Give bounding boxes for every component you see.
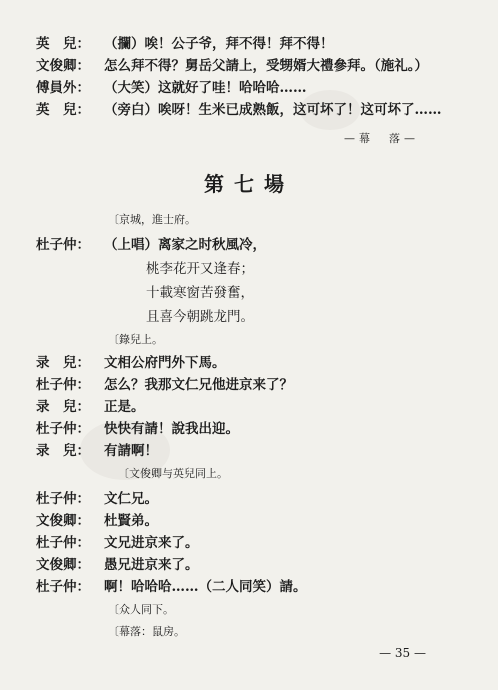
- dialogue-line: [36, 35, 334, 53]
- speaker-label: 杜子仲：: [36, 579, 90, 595]
- speaker-label: 傅員外：: [36, 80, 90, 96]
- speaker-label: 英 兒：: [36, 36, 90, 52]
- dialogue-text: 怎么拜不得？舅岳父請上，受甥婿大禮參拜。（施礼。）: [104, 58, 428, 74]
- dialogue-text: （旁白）唉呀！生米已成熟飯，这可坏了！这可坏了……: [104, 102, 442, 118]
- dialogue-text: （攔）唉！公子爷，拜不得！拜不得！: [104, 36, 334, 52]
- dialogue-text: 杜賢弟。: [104, 513, 158, 529]
- dialogue-line: [36, 556, 199, 574]
- speaker-label: 文俊卿：: [36, 557, 90, 573]
- dialogue-line: [36, 534, 199, 552]
- dialogue-line: [36, 354, 226, 372]
- dialogue-text: 文仁兄。: [104, 491, 158, 507]
- dialogue-line: [36, 398, 145, 416]
- dialogue-text: 有請啊！: [104, 443, 158, 459]
- dialogue-line: [36, 578, 307, 596]
- curtain-fall-note: —幕 落—: [344, 132, 419, 145]
- dialogue-line: [36, 376, 293, 394]
- speaker-label: 杜子仲：: [36, 421, 90, 437]
- speaker-label: 杜子仲：: [36, 535, 90, 551]
- dialogue-text: 啊！哈哈哈……（二人同笑）請。: [104, 579, 307, 595]
- dialogue-line: [36, 79, 307, 97]
- speaker-label: 杜子仲：: [36, 237, 90, 253]
- dialogue-line: [36, 442, 158, 460]
- dialogue-text: 文兄进京来了。: [104, 535, 199, 551]
- dialogue-text: 文相公府門外下馬。: [104, 355, 226, 371]
- stage-direction-entry: 〔錄兒上。: [108, 333, 163, 346]
- dialogue-text: 愚兄进京来了。: [104, 557, 199, 573]
- speaker-label: 录 兒：: [36, 399, 90, 415]
- stage-direction-exit: 〔众人同下。: [108, 603, 174, 616]
- speaker-label: 英 兒：: [36, 102, 90, 118]
- dialogue-text: 怎么？我那文仁兄他进京来了？: [104, 377, 293, 393]
- speaker-label: 杜子仲：: [36, 377, 90, 393]
- dialogue-line: [36, 101, 442, 119]
- verse-line: 且喜今朝跳龙門。: [146, 309, 254, 325]
- speaker-label: 录 兒：: [36, 355, 90, 371]
- page-number: — 35 —: [379, 646, 426, 660]
- verse-line: 十載寒窗苦發奮，: [146, 285, 254, 301]
- speaker-label: 文俊卿：: [36, 513, 90, 529]
- dialogue-line: [36, 57, 428, 75]
- stage-direction-curtain: 〔幕落：鼠房。: [108, 625, 185, 638]
- dialogue-line: [36, 420, 239, 438]
- dialogue-text: （大笑）这就好了哇！哈哈哈……: [104, 80, 307, 96]
- stage-direction-entry: 〔文俊卿与英兒同上。: [118, 467, 228, 480]
- speaker-label: 杜子仲：: [36, 491, 90, 507]
- verse-text: （上唱）离家之时秋風冷，: [104, 237, 266, 253]
- stage-direction-setting: 〔京城，進士府。: [108, 213, 196, 226]
- scene-title: 第七場: [204, 172, 294, 196]
- verse-line: [36, 236, 266, 254]
- speaker-label: 文俊卿：: [36, 58, 90, 74]
- dialogue-text: 正是。: [104, 399, 145, 415]
- dialogue-line: [36, 512, 158, 530]
- dialogue-text: 快快有請！說我出迎。: [104, 421, 239, 437]
- verse-line: 桃李花开又逢春；: [146, 261, 254, 277]
- speaker-label: 录 兒：: [36, 443, 90, 459]
- dialogue-line: [36, 490, 158, 508]
